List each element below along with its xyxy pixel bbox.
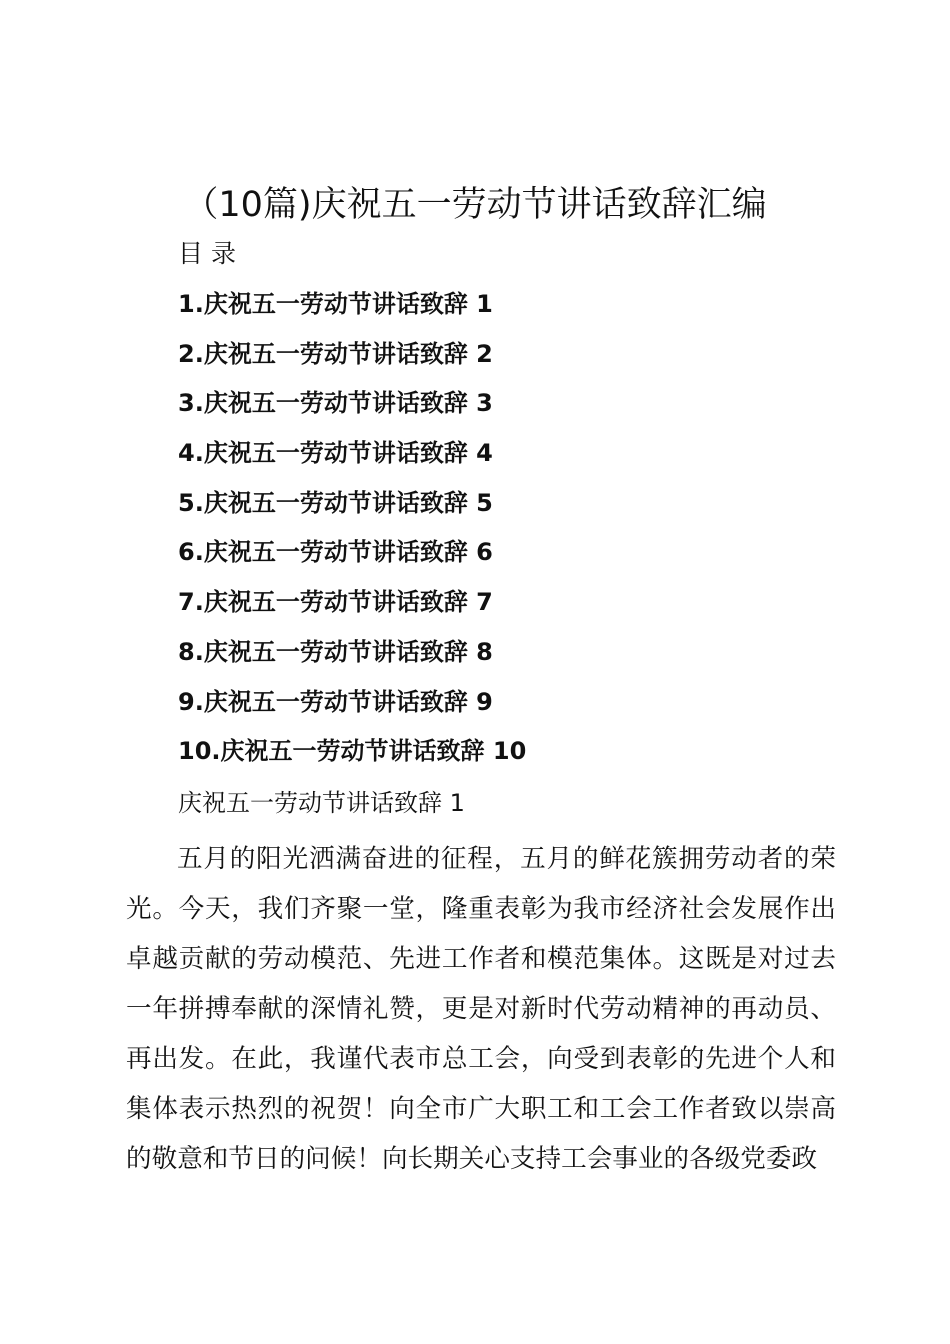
body-paragraph: 五月的阳光洒满奋进的征程，五月的鲜花簇拥劳动者的荣光。今天，我们齐聚一堂，隆重表彰为我市经济社会发展作出卓越贡献的劳动模范、先进工作者和模范集体。这既是对过去一年拼搏奉献的深情礼赞，更是对新时代劳动精神的再动员、再出发。在此，我谨代表市总工会，向受到表彰的先进个人和集体表示热烈的祝贺！向全市广大职工和工会工作者致以崇高的敬意和节日的问候！向长期关心支持工会事业的各级党委政 <box>126 844 836 1174</box>
toc-item[interactable]: 5.庆祝五一劳动节讲话致辞 5 <box>178 488 493 517</box>
table-of-contents <box>178 286 526 783</box>
toc-item[interactable]: 10.庆祝五一劳动节讲话致辞 10 <box>178 737 527 766</box>
toc-item[interactable]: 6.庆祝五一劳动节讲话致辞 6 <box>178 538 493 567</box>
toc-item[interactable]: 7.庆祝五一劳动节讲话致辞 7 <box>178 588 493 617</box>
section-title: 庆祝五一劳动节讲话致辞 1 <box>178 789 465 817</box>
toc-item[interactable]: 8.庆祝五一劳动节讲话致辞 8 <box>178 637 493 666</box>
toc-item[interactable]: 2.庆祝五一劳动节讲话致辞 2 <box>178 339 493 368</box>
toc-item[interactable]: 9.庆祝五一劳动节讲话致辞 9 <box>178 687 493 716</box>
toc-heading: 目 录 <box>178 239 236 268</box>
toc-item[interactable]: 1.庆祝五一劳动节讲话致辞 1 <box>178 290 493 318</box>
toc-item[interactable]: 3.庆祝五一劳动节讲话致辞 3 <box>178 389 493 418</box>
document-title: （10篇)庆祝五一劳动节讲话致辞汇编 <box>183 185 767 225</box>
toc-item[interactable]: 4.庆祝五一劳动节讲话致辞 4 <box>178 439 493 468</box>
